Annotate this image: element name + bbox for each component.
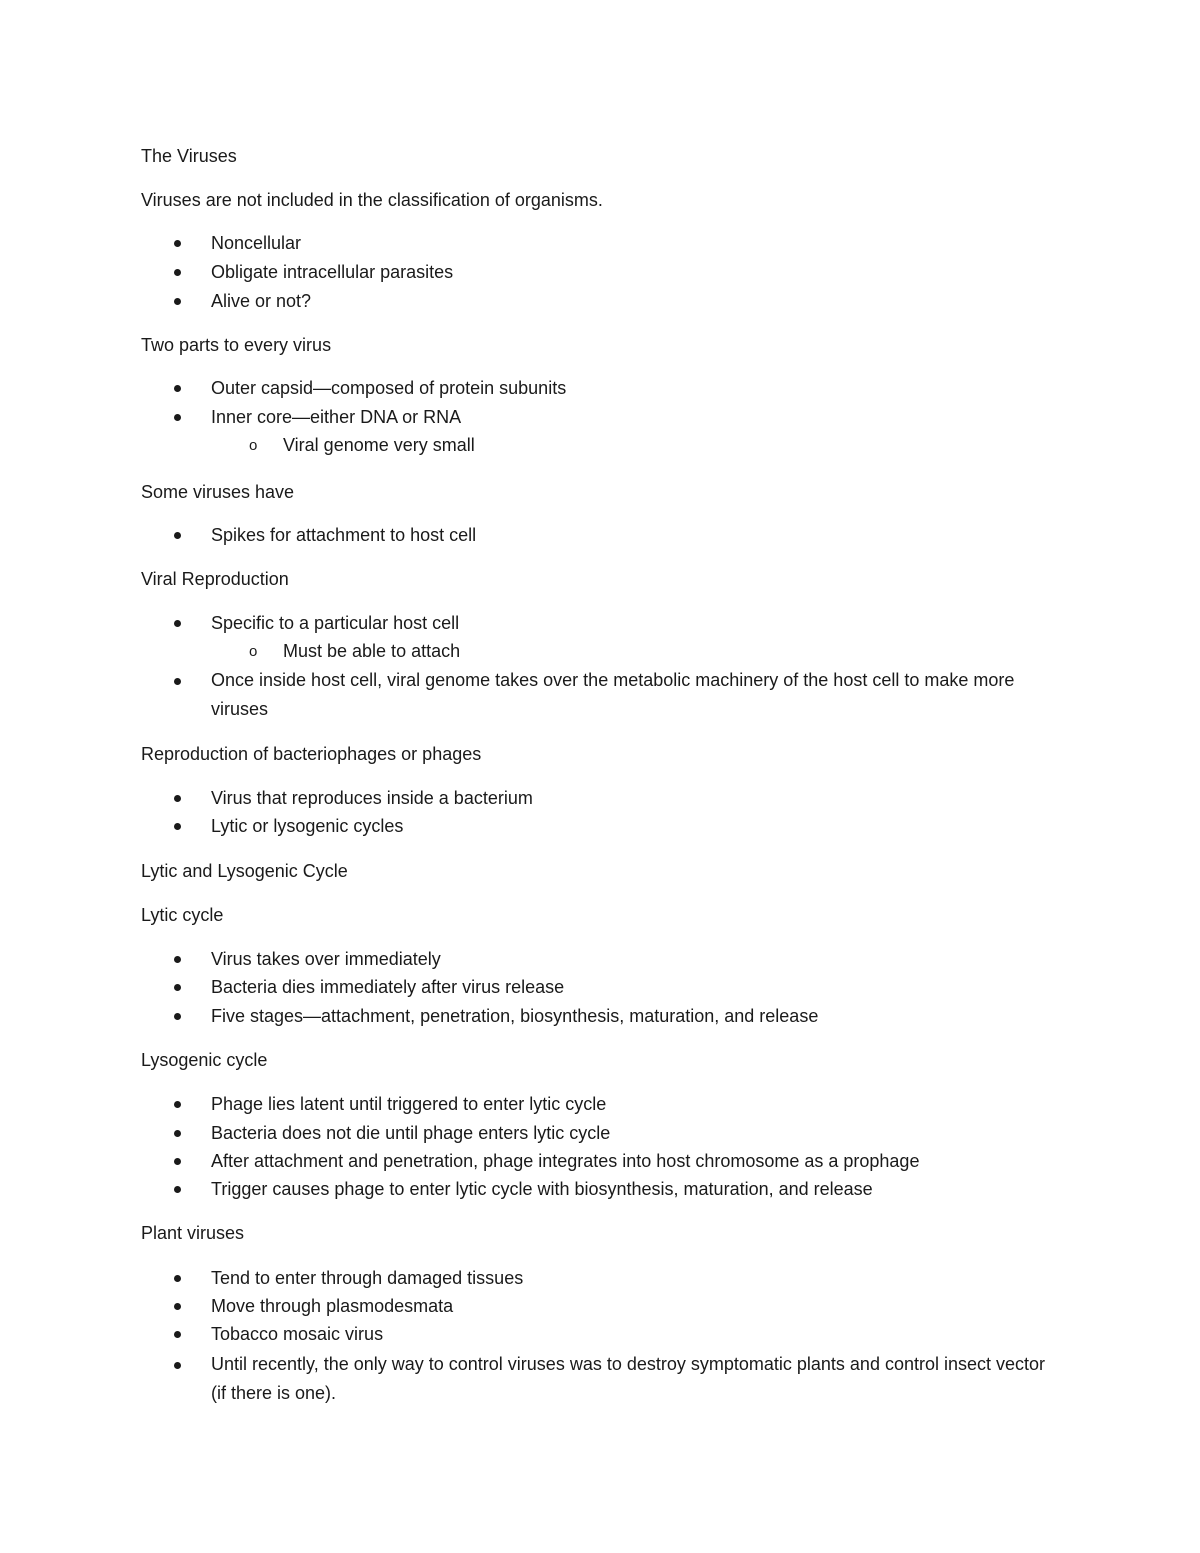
sub-bullet-icon xyxy=(249,639,263,663)
list-item: Outer capsid—composed of protein subunits xyxy=(211,378,567,398)
bullet-icon xyxy=(172,1149,186,1173)
list-item: Bacteria dies immediately after virus release xyxy=(211,977,565,997)
sub-bullet-icon xyxy=(249,433,263,457)
list-item: Once inside host cell, viral genome takes over the metabolic machinery of the host cell to make more viruses xyxy=(211,670,1015,719)
bullet-icon xyxy=(172,814,186,838)
list-item: Alive or not? xyxy=(211,291,312,311)
bullet-icon xyxy=(172,975,186,999)
bullet-icon xyxy=(172,1121,186,1145)
section-heading: Some viruses have xyxy=(141,482,295,502)
list-item: Tend to enter through damaged tissues xyxy=(211,1268,524,1288)
section-heading: Reproduction of bacteriophages or phages xyxy=(141,744,482,764)
list-item: Until recently, the only way to control viruses was to destroy symptomatic plants and control insect vector (if there is one). xyxy=(211,1354,1046,1403)
section-heading: Lytic and Lysogenic Cycle xyxy=(141,861,348,881)
list-item: Move through plasmodesmata xyxy=(211,1296,454,1316)
list-item: Virus takes over immediately xyxy=(211,949,441,969)
bullet-icon xyxy=(172,669,186,693)
list-item: Obligate intracellular parasites xyxy=(211,262,454,282)
section-heading: Lytic cycle xyxy=(141,905,224,925)
bullet-icon xyxy=(172,289,186,313)
bullet-icon xyxy=(172,376,186,400)
list-item: After attachment and penetration, phage integrates into host chromosome as a prophage xyxy=(211,1151,920,1171)
bullet-icon xyxy=(172,260,186,284)
bullet-icon xyxy=(172,1294,186,1318)
list-item: Virus that reproduces inside a bacterium xyxy=(211,788,533,808)
list-item: Specific to a particular host cell xyxy=(211,613,460,633)
bullet-icon xyxy=(172,1177,186,1201)
section-heading: Two parts to every virus xyxy=(141,335,332,355)
bullet-icon xyxy=(172,1092,186,1116)
section-heading: Viral Reproduction xyxy=(141,569,289,589)
list-item: Five stages—attachment, penetration, biosynthesis, maturation, and release xyxy=(211,1006,819,1026)
section-heading: Viruses are not included in the classification of organisms. xyxy=(141,190,603,210)
bullet-icon xyxy=(172,405,186,429)
bullet-icon xyxy=(172,786,186,810)
list-item: Noncellular xyxy=(211,233,302,253)
bullet-icon xyxy=(172,1322,186,1346)
list-item: Inner core—either DNA or RNA xyxy=(211,407,462,427)
list-item: Tobacco mosaic virus xyxy=(211,1324,384,1344)
bullet-icon xyxy=(172,523,186,547)
bullet-icon xyxy=(172,1004,186,1028)
bullet-icon xyxy=(172,231,186,255)
bullet-icon xyxy=(172,947,186,971)
list-item: Trigger causes phage to enter lytic cycle with biosynthesis, maturation, and release xyxy=(211,1179,873,1199)
bullet-icon xyxy=(172,1266,186,1290)
list-subitem: Must be able to attach xyxy=(283,641,461,661)
list-item: Phage lies latent until triggered to enter lytic cycle xyxy=(211,1094,607,1114)
list-item: Bacteria does not die until phage enters lytic cycle xyxy=(211,1123,611,1143)
bullet-icon xyxy=(172,611,186,635)
document-title: The Viruses xyxy=(141,146,237,166)
list-item: Lytic or lysogenic cycles xyxy=(211,816,404,836)
bullet-icon xyxy=(172,1353,186,1377)
section-heading: Lysogenic cycle xyxy=(141,1050,268,1070)
list-item: Spikes for attachment to host cell xyxy=(211,525,477,545)
list-subitem: Viral genome very small xyxy=(283,435,475,455)
section-heading: Plant viruses xyxy=(141,1223,245,1243)
